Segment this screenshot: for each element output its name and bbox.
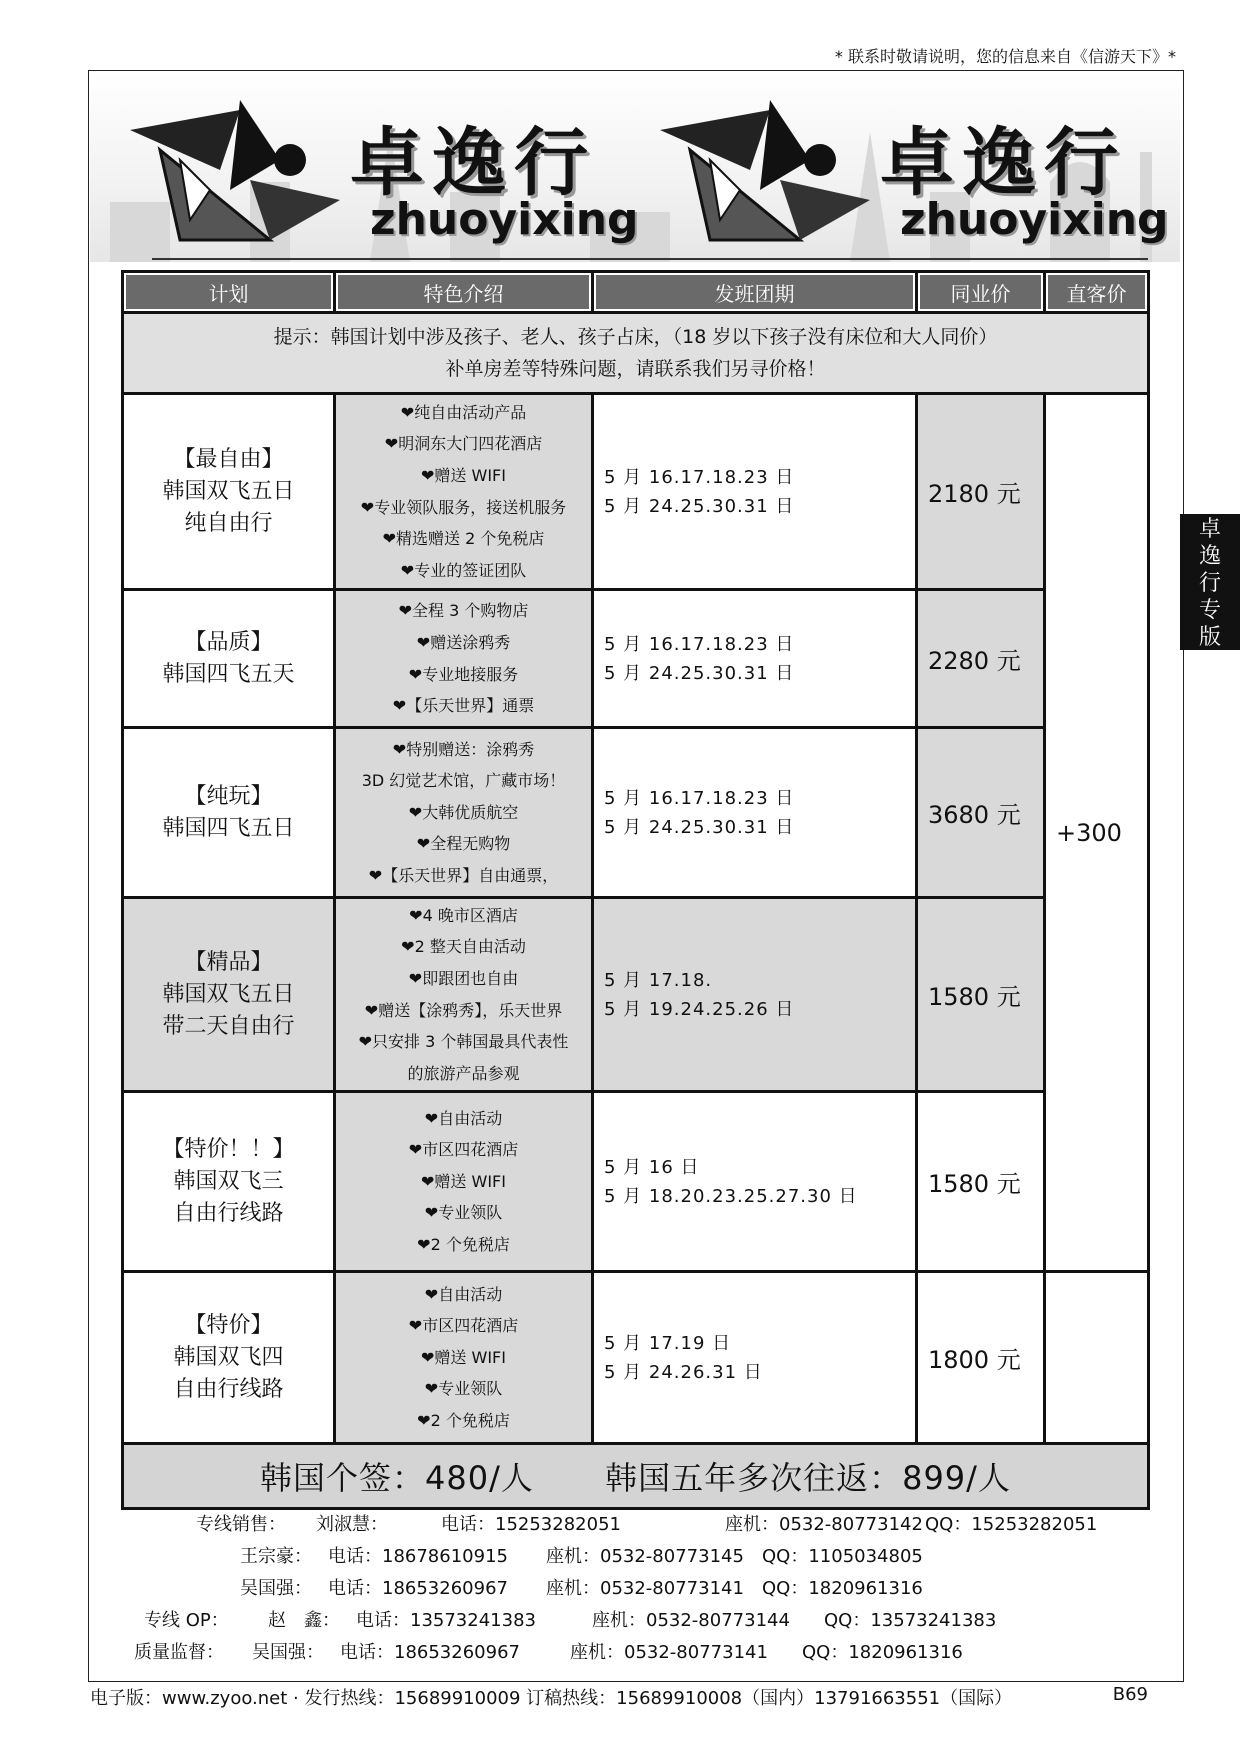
contact-row: 专线销售： 刘淑慧： 电话：15253282051 座机：0532-80773142 QQ：15253282051 [196,1514,1098,1535]
trade-price: 3680 元 [917,728,1045,898]
table-tip-row [123,313,1149,394]
visa-single: 韩国个签：480/人 [260,1459,534,1497]
contact-row: 吴国强： 电话：18653260967 座机：0532-80773141 QQ：1820961316 [240,1578,923,1599]
header-direct-price: 直客价 [1045,272,1149,313]
trade-price: 1800 元 [917,1272,1045,1444]
departure-dates: 5 月 16.17.18.23 日 5 月 24.25.30.31 日 [593,394,917,590]
feature-list: ❤4 晚市区酒店 ❤2 整天自由活动 ❤即跟团也自由 ❤赠送【涂鸦秀】，乐天世界 ❤只安排 3 个韩国最具代表性 的旅游产品参观 [335,898,593,1092]
trade-price: 2180 元 [917,394,1045,590]
plan-name: 【精品】 韩国双飞五日 带二天自由行 [123,898,335,1092]
feature-list: ❤特别赠送：涂鸦秀 3D 幻觉艺术馆，广藏市场！ ❤大韩优质航空 ❤全程无购物 ❤【乐天世界】自由通票， [335,728,593,898]
departure-dates: 5 月 17.18. 5 月 19.24.25.26 日 [593,898,917,1092]
feature-list: ❤纯自由活动产品 ❤明洞东大门四花酒店 ❤赠送 WIFI ❤专业领队服务，接送机服务 ❤精选赠送 2 个免税店 ❤专业的签证团队 [335,394,593,590]
departure-dates: 5 月 16.17.18.23 日 5 月 24.25.30.31 日 [593,728,917,898]
trade-price: 1580 元 [917,1092,1045,1272]
table-row [123,728,1149,898]
brand-name-cn: 卓逸行 [880,120,1126,206]
tip-text: 提示：韩国计划中涉及孩子、老人、孩子占床，（18 岁以下孩子没有床位和大人同价） 补单房差等特殊问题，请联系我们另寻价格！ [123,313,1149,394]
header-plan: 计划 [123,272,335,313]
brand-name-cn: 卓逸行 [350,120,596,206]
feature-list: ❤自由活动 ❤市区四花酒店 ❤赠送 WIFI ❤专业领队 ❤2 个免税店 [335,1272,593,1444]
page-number: B69 [1112,1684,1148,1705]
header-departure-dates: 发班团期 [593,272,917,313]
plan-name: 【品质】 韩国四飞五天 [123,590,335,728]
plan-name: 【特价】 韩国双飞四 自由行线路 [123,1272,335,1444]
table-row [123,898,1149,1092]
tour-price-table [121,270,1150,1510]
plan-name: 【特价！！】 韩国双飞三 自由行线路 [123,1092,335,1272]
direct-price: +300 [1045,394,1149,1272]
table-header-row [123,272,1149,313]
visa-multi: 韩国五年多次往返：899/人 [605,1459,1011,1497]
footer-contact-text: 电子版：www.zyoo.net · 发行热线：15689910009 订稿热线：15689910008（国内）13791663551（国际） [90,1688,1013,1709]
header-features: 特色介绍 [335,272,593,313]
departure-dates: 5 月 16.17.18.23 日 5 月 24.25.30.31 日 [593,590,917,728]
contact-row: 质量监督： 吴国强： 电话：18653260967 座机：0532-80773141 QQ：1820961316 [134,1642,963,1663]
table-row [123,590,1149,728]
header-rule [152,258,1148,260]
plan-name: 【纯玩】 韩国四飞五日 [123,728,335,898]
table-row [123,1272,1149,1444]
feature-list: ❤自由活动 ❤市区四花酒店 ❤赠送 WIFI ❤专业领队 ❤2 个免税店 [335,1092,593,1272]
header-trade-price: 同业价 [917,272,1045,313]
direct-price-empty [1045,1272,1149,1444]
table-row [123,394,1149,590]
departure-dates: 5 月 16 日 5 月 18.20.23.25.27.30 日 [593,1092,917,1272]
contact-row: 专线 OP： 赵 鑫： 电话：13573241383 座机：0532-80773144 QQ：13573241383 [144,1610,997,1631]
feature-list: ❤全程 3 个购物店 ❤赠送涂鸦秀 ❤专业地接服务 ❤【乐天世界】通票 [335,590,593,728]
trade-price: 2280 元 [917,590,1045,728]
page-footer [90,1684,1180,1710]
section-side-tab: 卓 逸 行 专 版 [1180,514,1240,650]
table-row [123,1092,1149,1272]
trade-price: 1580 元 [917,898,1045,1092]
plan-name: 【最自由】 韩国双飞五日 纯自由行 [123,394,335,590]
contact-row: 王宗豪： 电话：18678610915 座机：0532-80773145 QQ：1105034805 [240,1546,923,1567]
brand-name-en: zhuoyixing [900,194,1169,245]
brand-name-en: zhuoyixing [370,194,639,245]
visa-price-row [123,1444,1149,1509]
departure-dates: 5 月 17.19 日 5 月 24.26.31 日 [593,1272,917,1444]
source-notice: * 联系时敬请说明，您的信息来自《信游天下》* [834,47,1176,66]
